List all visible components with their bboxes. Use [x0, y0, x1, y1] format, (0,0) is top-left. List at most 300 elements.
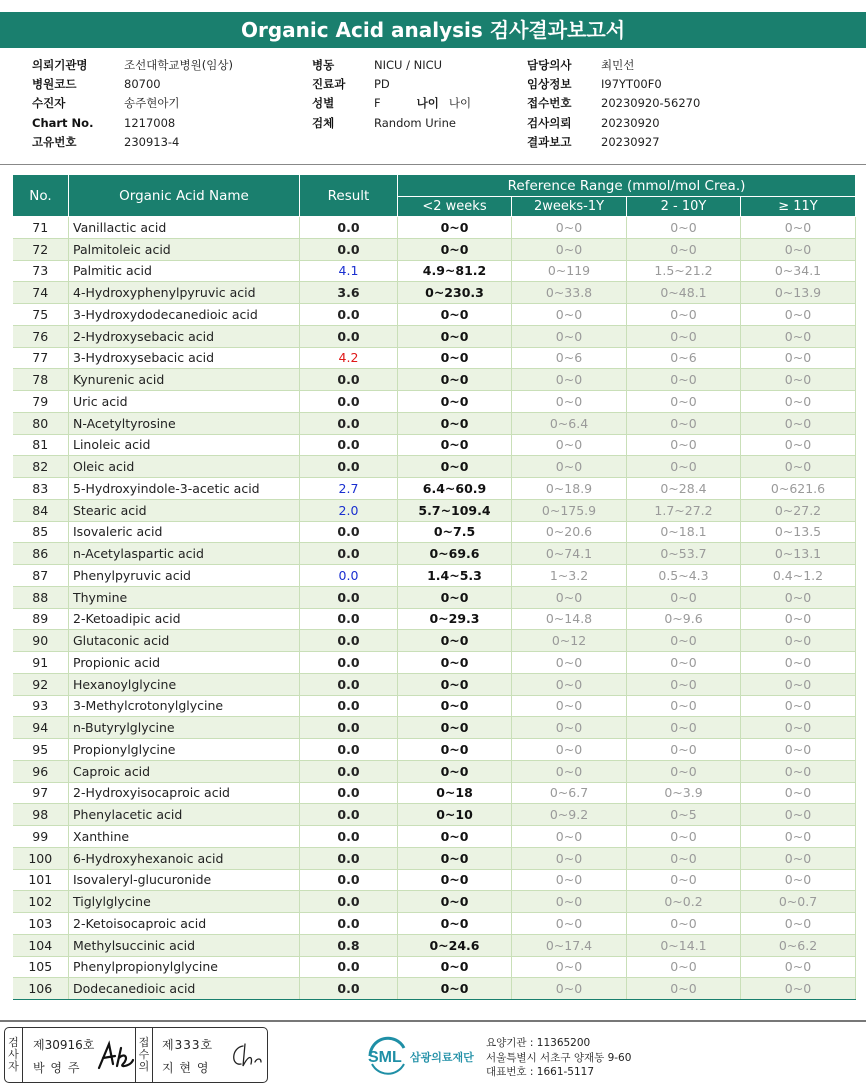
row-number: 83 — [13, 478, 69, 500]
row-number: 105 — [13, 956, 69, 978]
info-label: 임상정보 — [527, 77, 572, 92]
address: 서울특별시 서초구 양재동 9-60 — [486, 1051, 632, 1064]
ref-under-2-weeks: 0~0 — [398, 695, 512, 717]
result-value: 0.0 — [300, 717, 398, 739]
ref-2-weeks-1y: 0~0 — [512, 891, 627, 913]
ref-2-weeks-1y: 0~0 — [512, 673, 627, 695]
info-row — [312, 114, 471, 133]
col-header-no: No. — [13, 175, 69, 217]
info-row — [32, 114, 233, 133]
ref-2-weeks-1y: 0~0 — [512, 391, 627, 413]
table-row — [13, 739, 856, 761]
ref-11y-plus: 0~0 — [741, 608, 856, 630]
acid-name: N-Acetyltyrosine — [69, 412, 300, 434]
ref-11y-plus: 0~0 — [741, 978, 856, 1000]
ref-under-2-weeks: 0~0 — [398, 869, 512, 891]
ref-2-weeks-1y: 0~0 — [512, 847, 627, 869]
ref-11y-plus: 0~0 — [741, 412, 856, 434]
receiver-license: 제333호 — [162, 1038, 214, 1052]
row-number: 77 — [13, 347, 69, 369]
acid-name: Dodecanedioic acid — [69, 978, 300, 1000]
ref-11y-plus: 0~0 — [741, 782, 856, 804]
ref-2-10y: 0~0 — [627, 673, 741, 695]
result-value: 0.0 — [300, 978, 398, 1000]
result-value: 4.2 — [300, 347, 398, 369]
ref-11y-plus: 0~13.5 — [741, 521, 856, 543]
result-value: 0.0 — [300, 804, 398, 826]
row-number: 104 — [13, 934, 69, 956]
acid-name: Kynurenic acid — [69, 369, 300, 391]
acid-name: Oleic acid — [69, 456, 300, 478]
sex-value: F — [374, 96, 381, 111]
result-value: 0.0 — [300, 543, 398, 565]
result-value: 0.0 — [300, 652, 398, 674]
ref-2-10y: 0~0 — [627, 739, 741, 761]
table-row — [13, 347, 856, 369]
result-value: 0.0 — [300, 673, 398, 695]
ref-11y-plus: 0~34.1 — [741, 260, 856, 282]
info-label: 담당의사 — [527, 58, 572, 72]
table-row — [13, 891, 856, 913]
table-row — [13, 869, 856, 891]
col-header-ref-2-weeks-1y: 2weeks-1Y — [512, 197, 627, 217]
ref-2-10y: 0~0 — [627, 630, 741, 652]
ref-11y-plus: 0~0 — [741, 217, 856, 239]
ref-2-weeks-1y: 0~0 — [512, 586, 627, 608]
ref-2-weeks-1y: 0~0 — [512, 325, 627, 347]
col-header-name: Organic Acid Name — [69, 175, 300, 217]
info-row — [312, 56, 471, 75]
ref-2-10y: 0~14.1 — [627, 934, 741, 956]
ref-2-10y: 0~0 — [627, 978, 741, 1000]
acid-name: 2-Ketoadipic acid — [69, 608, 300, 630]
ref-2-weeks-1y: 0~0 — [512, 456, 627, 478]
row-number: 88 — [13, 586, 69, 608]
table-row — [13, 695, 856, 717]
result-value: 0.0 — [300, 739, 398, 761]
row-number: 92 — [13, 673, 69, 695]
ref-11y-plus: 0~0 — [741, 456, 856, 478]
table-row — [13, 304, 856, 326]
ref-under-2-weeks: 0~0 — [398, 847, 512, 869]
info-value: 230913-4 — [124, 134, 180, 149]
info-value: 조선대학교병원(임상) — [124, 58, 233, 72]
row-number: 97 — [13, 782, 69, 804]
ref-2-weeks-1y: 0~0 — [512, 369, 627, 391]
info-value: 80700 — [124, 77, 161, 92]
sml-logo — [366, 1034, 486, 1078]
ref-under-2-weeks: 0~0 — [398, 717, 512, 739]
info-value: 최민선 — [601, 58, 635, 72]
table-row — [13, 847, 856, 869]
row-number: 87 — [13, 565, 69, 587]
acid-name: n-Acetylaspartic acid — [69, 543, 300, 565]
acid-name: 6-Hydroxyhexanoic acid — [69, 847, 300, 869]
table-row — [13, 913, 856, 935]
ref-2-weeks-1y: 0~6.7 — [512, 782, 627, 804]
col-header-ref-2-10y: 2 - 10Y — [627, 197, 741, 217]
row-number: 82 — [13, 456, 69, 478]
examiner-signature-icon — [95, 1038, 135, 1074]
ref-under-2-weeks: 0~0 — [398, 652, 512, 674]
ref-under-2-weeks: 0~0 — [398, 739, 512, 761]
ref-under-2-weeks: 0~0 — [398, 760, 512, 782]
receiver-name: 지 현 영 — [162, 1061, 210, 1075]
acid-name: Phenylpyruvic acid — [69, 565, 300, 587]
acid-name: Xanthine — [69, 826, 300, 848]
info-row — [32, 56, 233, 75]
acid-name: 2-Ketoisocaproic acid — [69, 913, 300, 935]
ref-2-weeks-1y: 0~0 — [512, 869, 627, 891]
info-row — [527, 56, 700, 75]
acid-name: Linoleic acid — [69, 434, 300, 456]
row-number: 93 — [13, 695, 69, 717]
ref-11y-plus: 0~0 — [741, 586, 856, 608]
result-value: 0.0 — [300, 630, 398, 652]
ref-under-2-weeks: 0~69.6 — [398, 543, 512, 565]
ref-2-10y: 0~0 — [627, 717, 741, 739]
receiver-signature-icon — [227, 1040, 263, 1072]
footer-divider — [0, 1020, 866, 1022]
acid-name: Methylsuccinic acid — [69, 934, 300, 956]
contact-info — [486, 1036, 631, 1080]
result-value: 0.0 — [300, 695, 398, 717]
row-number: 101 — [13, 869, 69, 891]
result-value: 0.0 — [300, 869, 398, 891]
ref-2-weeks-1y: 0~0 — [512, 434, 627, 456]
ref-2-10y: 0.5~4.3 — [627, 565, 741, 587]
result-value: 0.0 — [300, 956, 398, 978]
ref-under-2-weeks: 0~0 — [398, 826, 512, 848]
ref-under-2-weeks: 0~0 — [398, 412, 512, 434]
ref-under-2-weeks: 0~0 — [398, 217, 512, 239]
ref-2-10y: 0~0 — [627, 369, 741, 391]
ref-2-10y: 0~5 — [627, 804, 741, 826]
row-number: 85 — [13, 521, 69, 543]
patient-info — [0, 56, 866, 156]
ref-2-10y: 0~0 — [627, 695, 741, 717]
ref-11y-plus: 0~0 — [741, 847, 856, 869]
ref-under-2-weeks: 4.9~81.2 — [398, 260, 512, 282]
row-number: 76 — [13, 325, 69, 347]
row-number: 94 — [13, 717, 69, 739]
ref-2-10y: 0~0 — [627, 826, 741, 848]
specimen-label: 검체 — [312, 115, 335, 130]
ref-under-2-weeks: 0~0 — [398, 304, 512, 326]
ref-under-2-weeks: 0~230.3 — [398, 282, 512, 304]
result-value: 0.0 — [300, 434, 398, 456]
ref-11y-plus: 0~0 — [741, 695, 856, 717]
ref-under-2-weeks: 0~0 — [398, 238, 512, 260]
ref-2-10y: 0~6 — [627, 347, 741, 369]
result-value: 4.1 — [300, 260, 398, 282]
ref-2-10y: 0~0 — [627, 304, 741, 326]
row-number: 95 — [13, 739, 69, 761]
report-title: Organic Acid analysis 검사결과보고서 — [0, 12, 866, 48]
examiner-license: 제30916호 — [33, 1038, 95, 1052]
result-value: 2.7 — [300, 478, 398, 500]
ref-11y-plus: 0~0 — [741, 347, 856, 369]
ref-under-2-weeks: 0~0 — [398, 891, 512, 913]
sml-logo-icon — [366, 1034, 486, 1078]
ref-2-weeks-1y: 0~9.2 — [512, 804, 627, 826]
result-value: 0.0 — [300, 565, 398, 587]
info-row — [32, 133, 233, 152]
ref-2-10y: 0~0 — [627, 391, 741, 413]
result-value: 0.0 — [300, 782, 398, 804]
info-label: 결과보고 — [527, 134, 572, 149]
dept-label: 진료과 — [312, 77, 346, 92]
row-number: 86 — [13, 543, 69, 565]
ref-2-weeks-1y: 0~0 — [512, 217, 627, 239]
ref-2-weeks-1y: 0~0 — [512, 304, 627, 326]
info-value: 송주현아기 — [124, 96, 180, 111]
row-number: 103 — [13, 913, 69, 935]
col-header-reference-range: Reference Range (mmol/mol Crea.) — [398, 175, 856, 197]
ref-under-2-weeks: 0~0 — [398, 630, 512, 652]
info-value: I97YT00F0 — [601, 77, 662, 92]
ref-under-2-weeks: 6.4~60.9 — [398, 478, 512, 500]
ref-2-weeks-1y: 0~0 — [512, 695, 627, 717]
row-number: 80 — [13, 412, 69, 434]
row-number: 74 — [13, 282, 69, 304]
ref-2-weeks-1y: 0~12 — [512, 630, 627, 652]
row-number: 78 — [13, 369, 69, 391]
result-value: 0.0 — [300, 391, 398, 413]
acid-name: Palmitic acid — [69, 260, 300, 282]
ref-2-10y: 0~18.1 — [627, 521, 741, 543]
acid-name: 3-Hydroxydodecanedioic acid — [69, 304, 300, 326]
row-number: 71 — [13, 217, 69, 239]
ref-under-2-weeks: 1.4~5.3 — [398, 565, 512, 587]
info-column-2 — [312, 56, 471, 133]
acid-name: Thymine — [69, 586, 300, 608]
ref-under-2-weeks: 0~10 — [398, 804, 512, 826]
ref-11y-plus: 0~0 — [741, 804, 856, 826]
info-value: 20230927 — [601, 134, 660, 149]
ref-2-weeks-1y: 0~0 — [512, 717, 627, 739]
ref-11y-plus: 0~0 — [741, 434, 856, 456]
ref-11y-plus: 0~0 — [741, 652, 856, 674]
result-value: 0.0 — [300, 369, 398, 391]
row-number: 96 — [13, 760, 69, 782]
ref-2-weeks-1y: 0~18.9 — [512, 478, 627, 500]
results-table — [12, 174, 856, 1000]
ref-2-weeks-1y: 0~74.1 — [512, 543, 627, 565]
result-value: 2.0 — [300, 499, 398, 521]
ref-11y-plus: 0~0 — [741, 238, 856, 260]
row-number: 81 — [13, 434, 69, 456]
ref-2-10y: 0~28.4 — [627, 478, 741, 500]
ref-2-weeks-1y: 0~0 — [512, 760, 627, 782]
ref-11y-plus: 0~13.9 — [741, 282, 856, 304]
result-value: 0.0 — [300, 412, 398, 434]
ref-2-weeks-1y: 0~6 — [512, 347, 627, 369]
info-row — [527, 94, 700, 113]
acid-name: Isovaleric acid — [69, 521, 300, 543]
table-row — [13, 260, 856, 282]
row-number: 106 — [13, 978, 69, 1000]
ref-2-weeks-1y: 0~20.6 — [512, 521, 627, 543]
col-header-ref-under-2-weeks: <2 weeks — [398, 197, 512, 217]
result-value: 0.0 — [300, 760, 398, 782]
acid-name: 2-Hydroxysebacic acid — [69, 325, 300, 347]
ref-2-10y: 0~0 — [627, 956, 741, 978]
acid-name: Phenylpropionylglycine — [69, 956, 300, 978]
info-row — [312, 94, 471, 113]
ref-under-2-weeks: 0~7.5 — [398, 521, 512, 543]
ref-under-2-weeks: 0~0 — [398, 956, 512, 978]
acid-name: Uric acid — [69, 391, 300, 413]
table-row — [13, 217, 856, 239]
table-row — [13, 826, 856, 848]
acid-name: Palmitoleic acid — [69, 238, 300, 260]
table-row — [13, 521, 856, 543]
ref-2-10y: 0~0 — [627, 456, 741, 478]
logo-text: SML — [368, 1049, 402, 1066]
result-value: 0.0 — [300, 913, 398, 935]
dept-value: PD — [374, 77, 390, 92]
ref-2-weeks-1y: 0~0 — [512, 956, 627, 978]
table-row — [13, 565, 856, 587]
ref-2-10y: 0~9.6 — [627, 608, 741, 630]
age-label: 나이 — [416, 96, 439, 111]
result-value: 0.0 — [300, 238, 398, 260]
ref-11y-plus: 0~0 — [741, 869, 856, 891]
ward-label: 병동 — [312, 58, 335, 72]
results-body — [13, 217, 856, 1000]
ref-2-10y: 0~0 — [627, 325, 741, 347]
ref-11y-plus: 0~0 — [741, 739, 856, 761]
table-row — [13, 608, 856, 630]
ref-11y-plus: 0.4~1.2 — [741, 565, 856, 587]
ref-11y-plus: 0~0 — [741, 760, 856, 782]
table-row — [13, 325, 856, 347]
result-value: 0.0 — [300, 608, 398, 630]
table-row — [13, 586, 856, 608]
result-value: 0.0 — [300, 304, 398, 326]
info-value: 20230920 — [601, 115, 660, 130]
ref-2-10y: 1.5~21.2 — [627, 260, 741, 282]
ref-2-10y: 0~0 — [627, 434, 741, 456]
ref-11y-plus: 0~621.6 — [741, 478, 856, 500]
ref-under-2-weeks: 0~0 — [398, 456, 512, 478]
info-value: 1217008 — [124, 115, 176, 130]
ref-2-weeks-1y: 0~6.4 — [512, 412, 627, 434]
ref-11y-plus: 0~0 — [741, 325, 856, 347]
acid-name: Caproic acid — [69, 760, 300, 782]
ref-2-weeks-1y: 0~0 — [512, 826, 627, 848]
acid-name: Tiglylglycine — [69, 891, 300, 913]
row-number: 75 — [13, 304, 69, 326]
ref-11y-plus: 0~13.1 — [741, 543, 856, 565]
ref-2-weeks-1y: 0~33.8 — [512, 282, 627, 304]
table-row — [13, 478, 856, 500]
receiver-label: 접수의 — [135, 1028, 153, 1082]
info-column-3 — [527, 56, 700, 152]
row-number: 84 — [13, 499, 69, 521]
table-row — [13, 956, 856, 978]
acid-name: 5-Hydroxyindole-3-acetic acid — [69, 478, 300, 500]
table-row — [13, 782, 856, 804]
ref-11y-plus: 0~0 — [741, 304, 856, 326]
acid-name: n-Butyrylglycine — [69, 717, 300, 739]
info-label: 고유번호 — [32, 134, 77, 149]
ref-2-weeks-1y: 0~14.8 — [512, 608, 627, 630]
ref-under-2-weeks: 5.7~109.4 — [398, 499, 512, 521]
info-label: 의뢰기관명 — [32, 58, 88, 72]
table-row — [13, 673, 856, 695]
ref-11y-plus: 0~0 — [741, 913, 856, 935]
acid-name: Hexanoylglycine — [69, 673, 300, 695]
info-row — [32, 94, 233, 113]
result-value: 0.0 — [300, 847, 398, 869]
info-label: 병원코드 — [32, 77, 77, 92]
ref-2-weeks-1y: 0~175.9 — [512, 499, 627, 521]
result-value: 0.0 — [300, 521, 398, 543]
info-value: 20230920-56270 — [601, 96, 701, 111]
ref-2-weeks-1y: 0~0 — [512, 978, 627, 1000]
acid-name: Phenylacetic acid — [69, 804, 300, 826]
ref-under-2-weeks: 0~0 — [398, 434, 512, 456]
acid-name: Glutaconic acid — [69, 630, 300, 652]
info-label: 검사의뢰 — [527, 115, 572, 130]
ref-under-2-weeks: 0~0 — [398, 978, 512, 1000]
row-number: 73 — [13, 260, 69, 282]
age-value: 나이 — [448, 96, 472, 111]
org-name: 삼광의료재단 — [410, 1051, 474, 1064]
ref-2-weeks-1y: 0~0 — [512, 739, 627, 761]
result-value: 0.8 — [300, 934, 398, 956]
examiner-label: 검사자 — [5, 1028, 23, 1082]
header-divider — [0, 164, 866, 165]
ref-2-weeks-1y: 0~0 — [512, 652, 627, 674]
acid-name: 2-Hydroxyisocaproic acid — [69, 782, 300, 804]
result-value: 0.0 — [300, 325, 398, 347]
acid-name: Vanillactic acid — [69, 217, 300, 239]
col-header-ref-11y-plus: ≥ 11Y — [741, 197, 856, 217]
ward-value: NICU / NICU — [374, 58, 443, 72]
info-row — [527, 75, 700, 94]
ref-2-weeks-1y: 0~0 — [512, 238, 627, 260]
ref-11y-plus: 0~0 — [741, 673, 856, 695]
ref-under-2-weeks: 0~18 — [398, 782, 512, 804]
ref-2-10y: 0~3.9 — [627, 782, 741, 804]
ref-11y-plus: 0~0 — [741, 826, 856, 848]
ref-11y-plus: 0~0 — [741, 391, 856, 413]
table-row — [13, 978, 856, 1000]
examiner-name: 박 영 주 — [33, 1061, 81, 1075]
table-row — [13, 391, 856, 413]
table-row — [13, 717, 856, 739]
table-row — [13, 934, 856, 956]
ref-2-10y: 0~0 — [627, 913, 741, 935]
ref-2-10y: 0~0 — [627, 412, 741, 434]
acid-name: Propionic acid — [69, 652, 300, 674]
result-value: 0.0 — [300, 586, 398, 608]
ref-2-10y: 0~0 — [627, 586, 741, 608]
result-value: 0.0 — [300, 217, 398, 239]
signature-stamp — [4, 1027, 268, 1083]
institution-code: 요양기관 : 11365200 — [486, 1037, 591, 1049]
ref-under-2-weeks: 0~0 — [398, 673, 512, 695]
ref-under-2-weeks: 0~0 — [398, 391, 512, 413]
table-row — [13, 434, 856, 456]
row-number: 90 — [13, 630, 69, 652]
ref-2-10y: 0~0.2 — [627, 891, 741, 913]
table-row — [13, 456, 856, 478]
info-label: 접수번호 — [527, 96, 572, 111]
